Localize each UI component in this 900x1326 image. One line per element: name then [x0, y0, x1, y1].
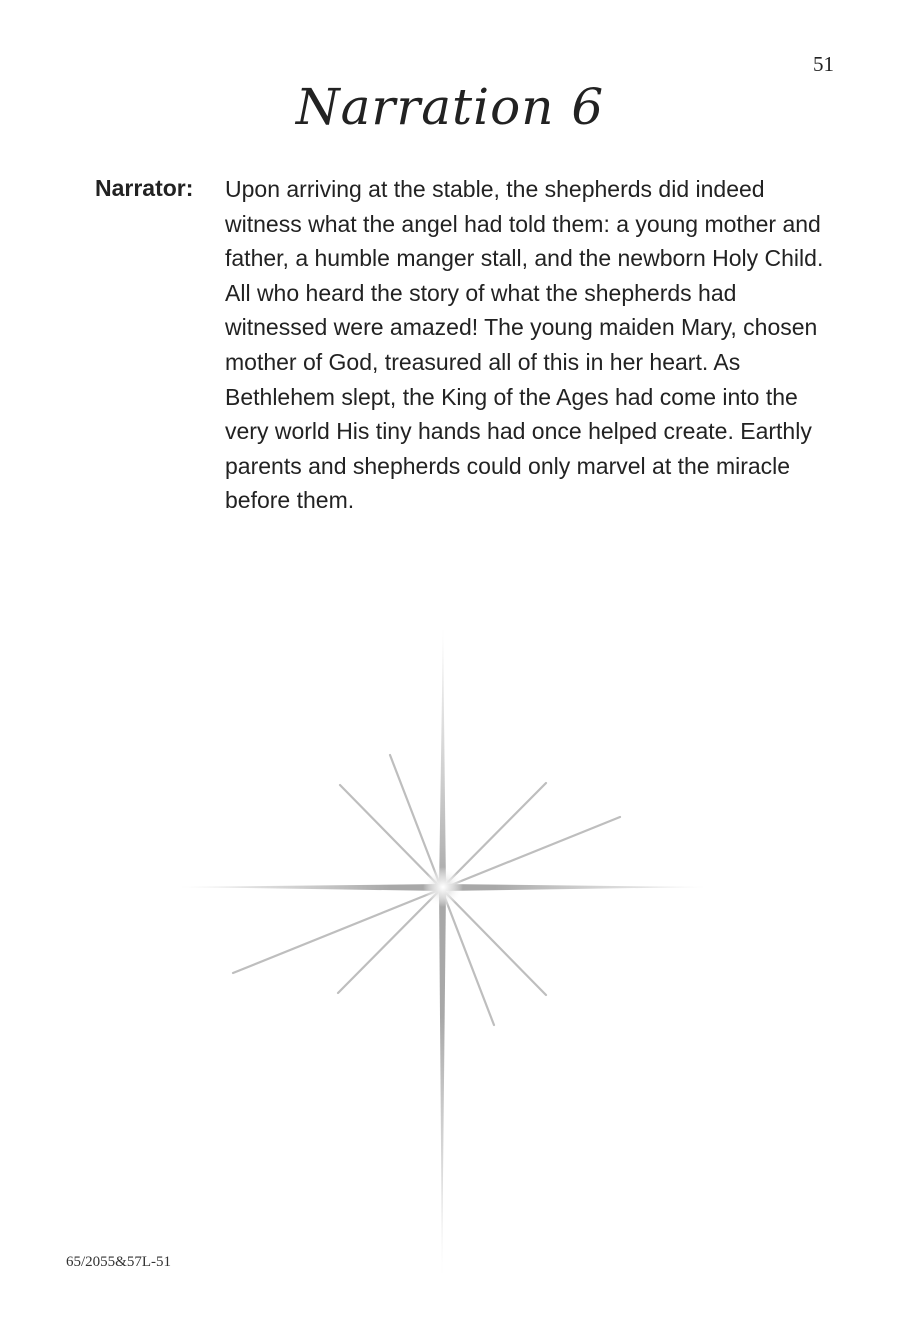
star-rays	[180, 628, 705, 1275]
star-glow	[423, 867, 463, 907]
narration-text: Upon arriving at the stable, the shepherds did indeed witness what the angel had told them: a young mother and father, a humble manger stall, and the newborn Holy Child. All who heard the story of what the shepherds had witnessed were amazed! The young maiden Mary, chosen mother of God, treasured all of this in her heart. As Bethlehem slept, the King of the Ages had come into the very world His tiny hands had once helped create. Earthly parents and shepherds could only marvel at the miracle before them.	[225, 176, 824, 514]
page-title: Narration 6	[295, 78, 605, 136]
speaker-label: Narrator:	[95, 175, 194, 201]
page-number: 51	[813, 52, 834, 76]
star-icon	[170, 620, 715, 1285]
footer-code: 65/2055&57L-51	[66, 1254, 171, 1270]
